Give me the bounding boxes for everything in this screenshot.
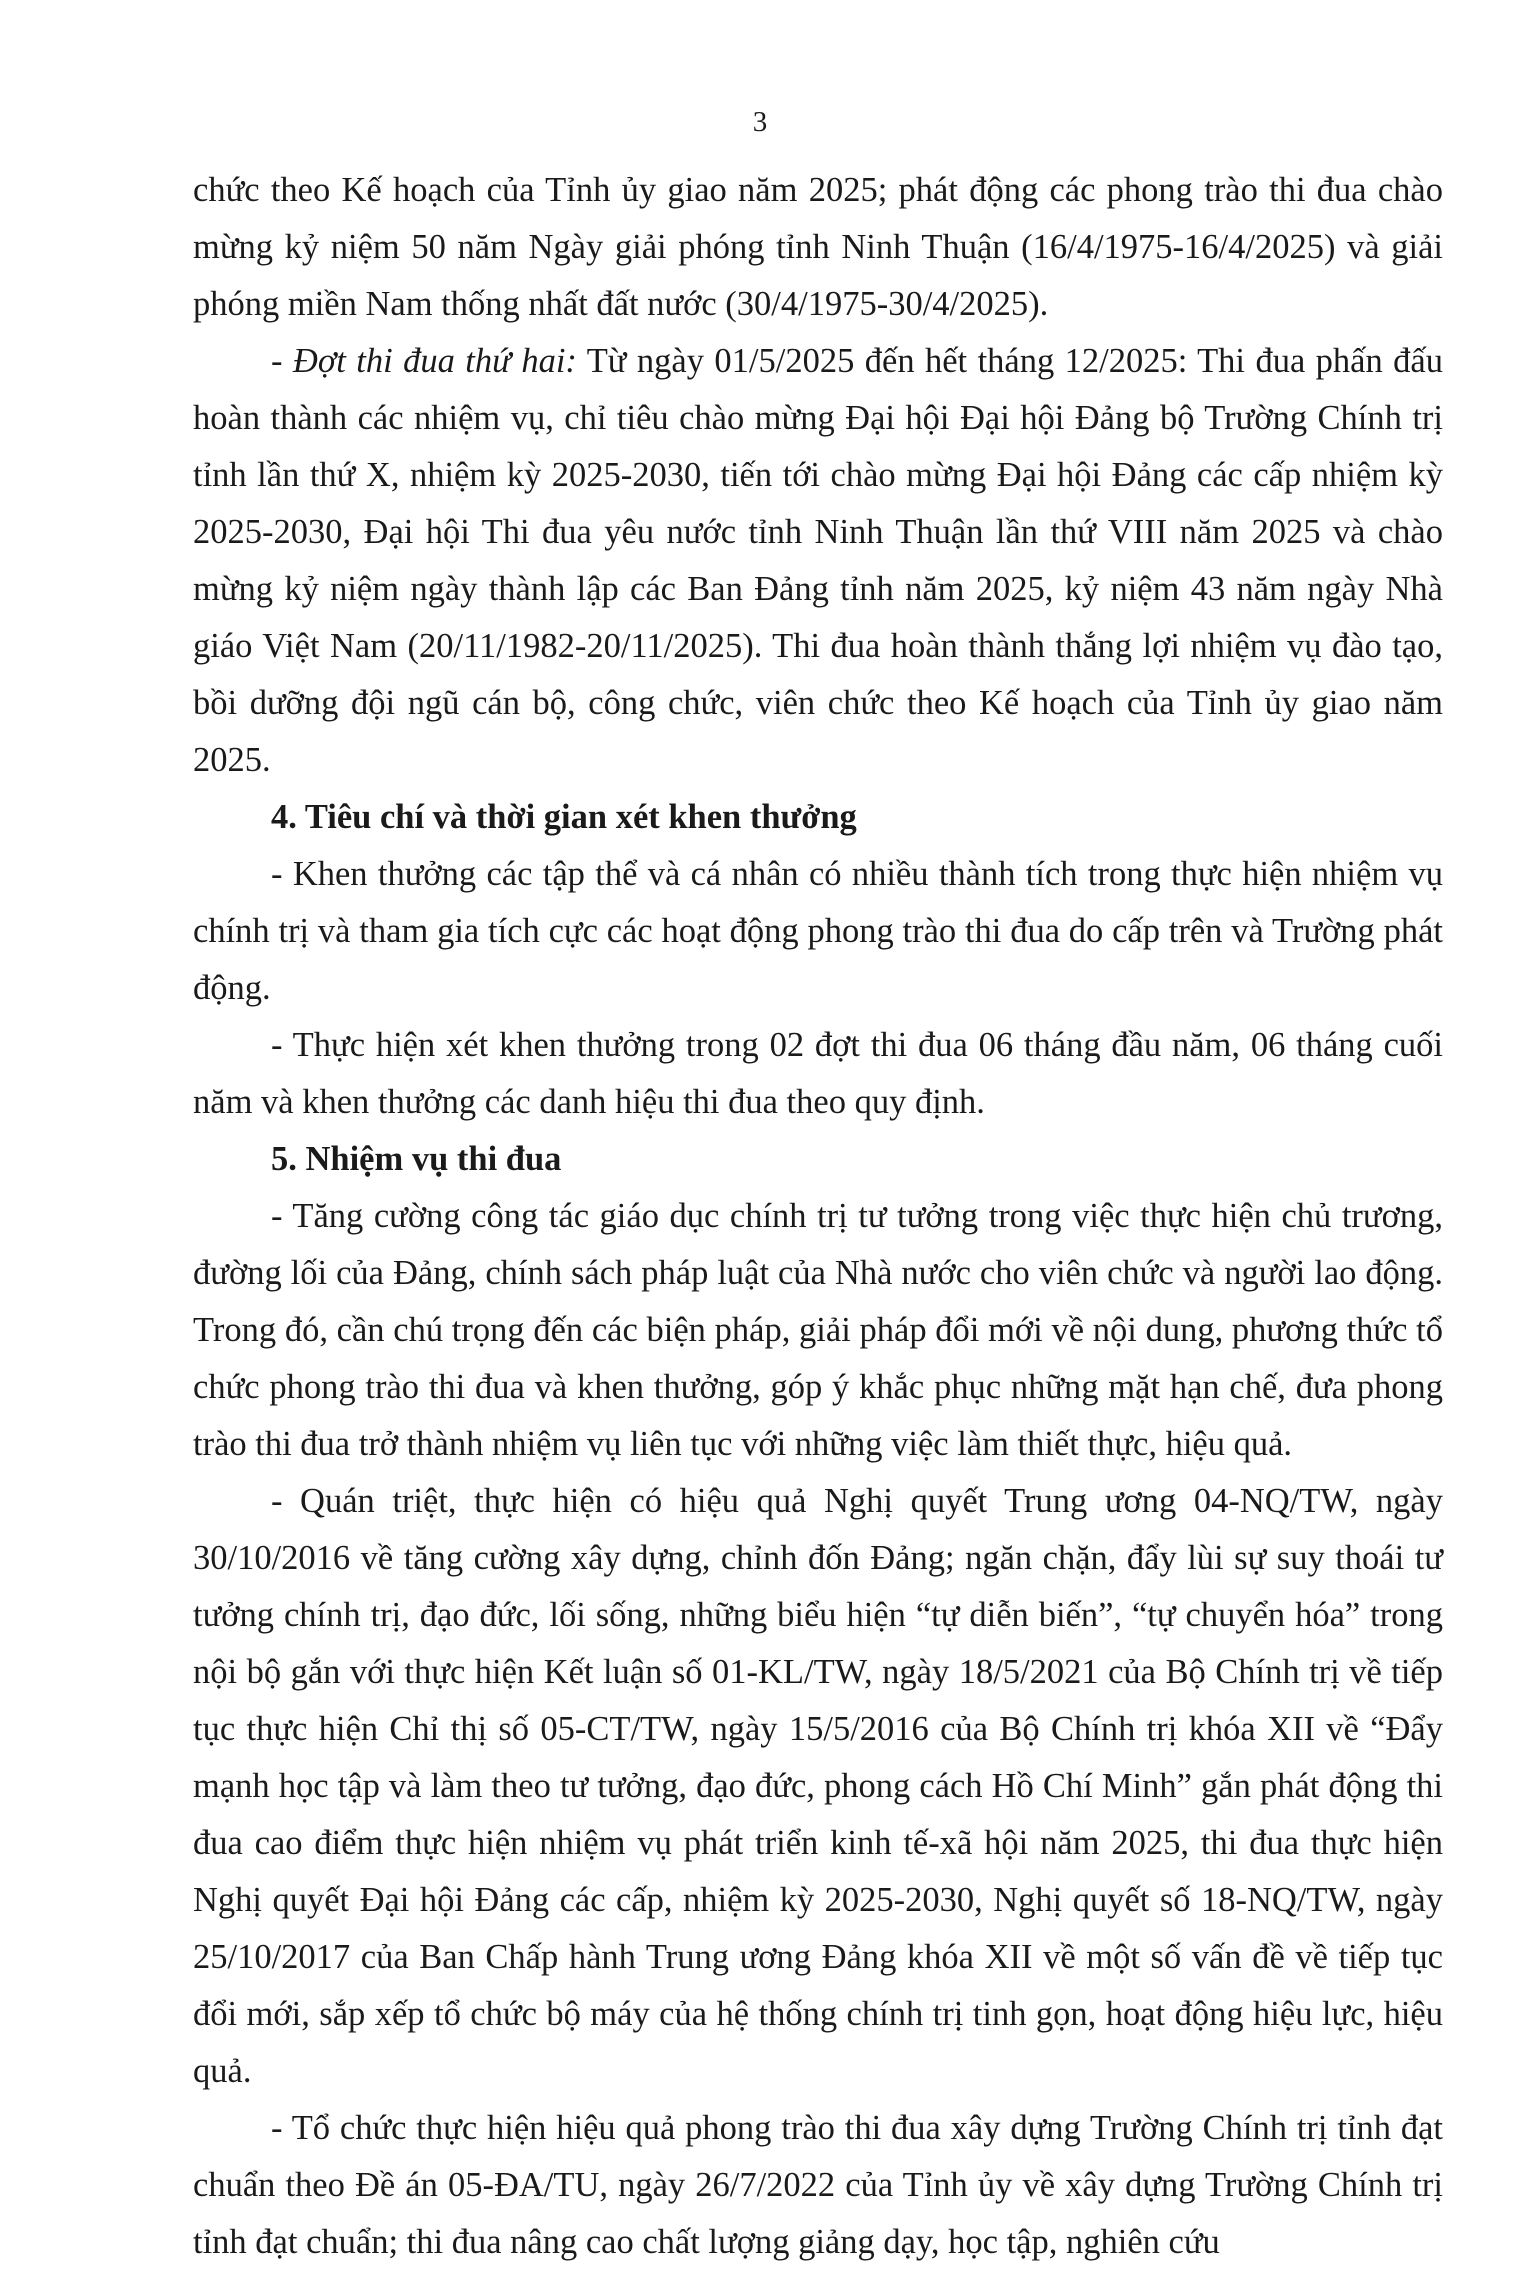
paragraph-continuation: chức theo Kế hoạch của Tỉnh ủy giao năm 2025; phát động các phong trào thi đua chào mừng kỷ niệm 50 năm Ngày giải phóng tỉnh Ninh Thuận (16/4/1975-16/4/2025) và giải phóng miền Nam thống nhất đất nước (30/4/1975-30/4/2025). bbox=[193, 171, 1443, 323]
paragraph-second-phase bbox=[193, 333, 1443, 789]
document-body bbox=[193, 162, 1443, 2271]
paragraph-criteria-1: - Khen thưởng các tập thể và cá nhân có nhiều thành tích trong thực hiện nhiệm vụ chính trị và tham gia tích cực các hoạt động phong trào thi đua do cấp trên và Trường phát động. bbox=[193, 855, 1443, 1007]
second-phase-lead: - Đợt thi đua thứ hai: bbox=[271, 342, 577, 380]
paragraph-criteria-2: - Thực hiện xét khen thưởng trong 02 đợt thi đua 06 tháng đầu năm, 06 tháng cuối năm và khen thưởng các danh hiệu thi đua theo quy định. bbox=[193, 1026, 1443, 1121]
page-number: 3 bbox=[752, 106, 768, 138]
section-heading-5: 5. Nhiệm vụ thi đua bbox=[271, 1140, 562, 1178]
paragraph-task-2: - Quán triệt, thực hiện có hiệu quả Nghị quyết Trung ương 04-NQ/TW, ngày 30/10/2016 về tăng cường xây dựng, chỉnh đốn Đảng; ngăn chặn, đẩy lùi sự suy thoái tư tưởng chính trị, đạo đức, lối sống, những biểu hiện “tự diễn biến”, “tự chuyển hóa” trong nội bộ gắn với thực hiện Kết luận số 01-KL/TW, ngày 18/5/2021 của Bộ Chính trị về tiếp tục thực hiện Chỉ thị số 05-CT/TW, ngày 15/5/2016 của Bộ Chính trị khóa XII về “Đẩy mạnh học tập và làm theo tư tưởng, đạo đức, phong cách Hồ Chí Minh” gắn phát động thi đua cao điểm thực hiện nhiệm vụ phát triển kinh tế-xã hội năm 2025, thi đua thực hiện Nghị quyết Đại hội Đảng các cấp, nhiệm kỳ 2025-2030, Nghị quyết số 18-NQ/TW, ngày 25/10/2017 của Ban Chấp hành Trung ương Đảng khóa XII về một số vấn đề về tiếp tục đổi mới, sắp xếp tổ chức bộ máy của hệ thống chính trị tinh gọn, hoạt động hiệu lực, hiệu quả. bbox=[193, 1482, 1443, 2090]
paragraph-task-1: - Tăng cường công tác giáo dục chính trị tư tưởng trong việc thực hiện chủ trương, đường lối của Đảng, chính sách pháp luật của Nhà nước cho viên chức và người lao động. Trong đó, cần chú trọng đến các biện pháp, giải pháp đổi mới về nội dung, phương thức tổ chức phong trào thi đua và khen thưởng, góp ý khắc phục những mặt hạn chế, đưa phong trào thi đua trở thành nhiệm vụ liên tục với những việc làm thiết thực, hiệu quả. bbox=[193, 1197, 1443, 1463]
section-heading-4: 4. Tiêu chí và thời gian xét khen thưởng bbox=[271, 798, 857, 836]
second-phase-body: Từ ngày 01/5/2025 đến hết tháng 12/2025: Thi đua phấn đấu hoàn thành các nhiệm vụ, chỉ tiêu chào mừng Đại hội Đại hội Đảng bộ Trường Chính trị tỉnh lần thứ X, nhiệm kỳ 2025-2030, tiến tới chào mừng Đại hội Đảng các cấp nhiệm kỳ 2025-2030, Đại hội Thi đua yêu nước tỉnh Ninh Thuận lần thứ VIII năm 2025 và chào mừng kỷ niệm ngày thành lập các Ban Đảng tỉnh năm 2025, kỷ niệm 43 năm ngày Nhà giáo Việt Nam (20/11/1982-20/11/2025). Thi đua hoàn thành thắng lợi nhiệm vụ đào tạo, bồi dưỡng đội ngũ cán bộ, công chức, viên chức theo Kế hoạch của Tỉnh ủy giao năm 2025. bbox=[193, 342, 1443, 779]
paragraph-task-3: - Tổ chức thực hiện hiệu quả phong trào thi đua xây dựng Trường Chính trị tỉnh đạt chuẩn theo Đề án 05-ĐA/TU, ngày 26/7/2022 của Tỉnh ủy về xây dựng Trường Chính trị tỉnh đạt chuẩn; thi đua nâng cao chất lượng giảng dạy, học tập, nghiên cứu bbox=[193, 2109, 1443, 2261]
